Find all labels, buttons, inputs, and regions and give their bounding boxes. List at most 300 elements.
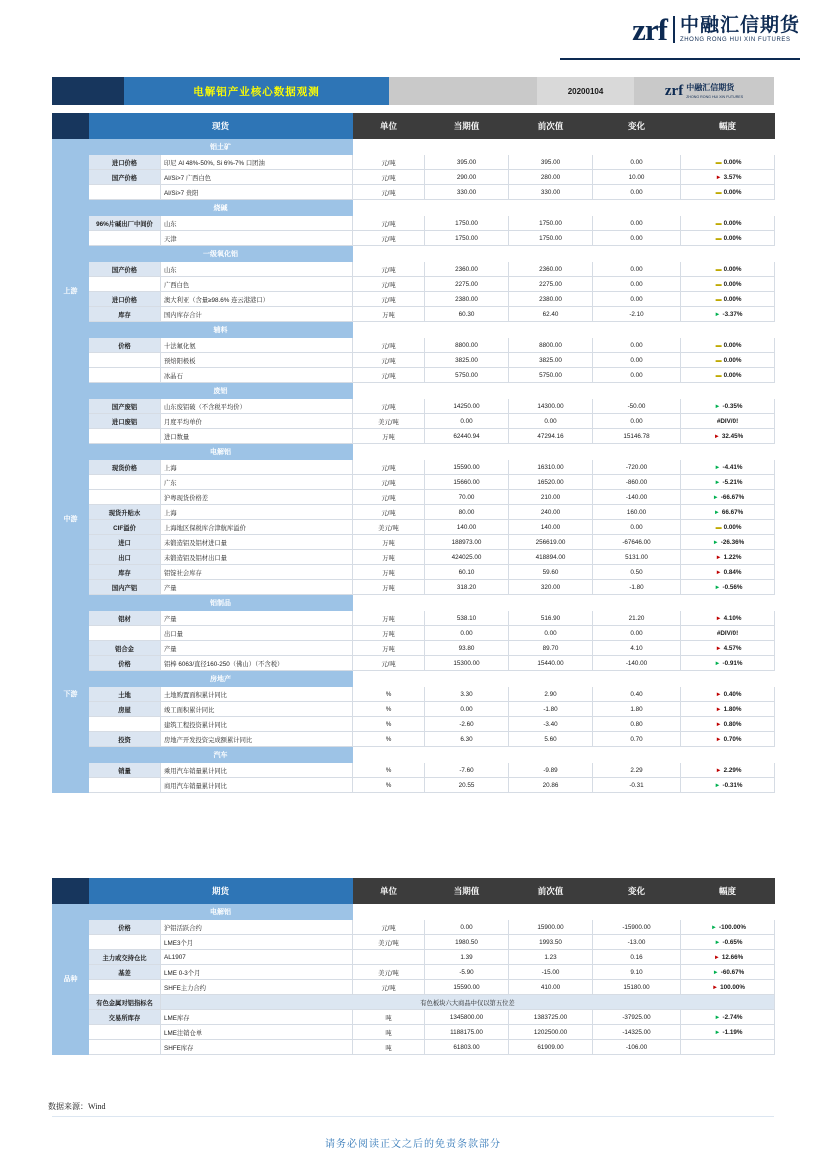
- row-unit: 元/吨: [353, 920, 425, 935]
- row-current-value: 15590.00: [425, 460, 509, 475]
- data-source: 数据来源：Wind: [48, 1102, 106, 1111]
- row-amplitude: ► -0.35%: [681, 399, 775, 414]
- section-title: 辅料: [89, 322, 353, 338]
- row-change-value: 10.00: [593, 170, 681, 185]
- row-current-value: 318.20: [425, 580, 509, 595]
- row-description: 产量: [161, 641, 353, 656]
- row-unit: 万吨: [353, 580, 425, 595]
- title-bar-dark-block: [52, 77, 124, 105]
- arrow-down-icon: ►: [712, 969, 719, 976]
- arrow-down-icon: ►: [714, 403, 721, 410]
- row-category: 国产价格: [89, 170, 161, 185]
- row-current-value: 188973.00: [425, 535, 509, 550]
- row-description: 乘用汽车销量累计同比: [161, 763, 353, 778]
- arrow-up-icon: ►: [715, 706, 722, 713]
- row-previous-value: 2360.00: [509, 262, 593, 277]
- row-unit: 元/吨: [353, 656, 425, 671]
- row-category: 有色金属对铝指标名: [89, 995, 161, 1010]
- row-previous-value: 5.60: [509, 732, 593, 747]
- table-header-row: [53, 114, 775, 139]
- row-unit: 元/吨: [353, 460, 425, 475]
- row-description: 铝锭社会库存: [161, 565, 353, 580]
- row-previous-value: 8800.00: [509, 338, 593, 353]
- row-current-value: 0.00: [425, 626, 509, 641]
- row-description: LME 0-3个月: [161, 965, 353, 980]
- row-change-value: 0.00: [593, 292, 681, 307]
- row-unit: 元/吨: [353, 231, 425, 246]
- table-row: [53, 277, 775, 292]
- row-current-value: -2.60: [425, 717, 509, 732]
- row-category: 现货价格: [89, 460, 161, 475]
- section-divider-row: [53, 139, 775, 155]
- row-amplitude: #DIV/0!: [681, 626, 775, 641]
- row-category: 国内产铝: [89, 580, 161, 595]
- row-unit: 万吨: [353, 429, 425, 444]
- arrow-up-icon: ►: [712, 984, 719, 991]
- row-category: [89, 475, 161, 490]
- row-description: 商用汽车销量累计同比: [161, 778, 353, 793]
- row-change-value: 9.10: [593, 965, 681, 980]
- row-change-value: -67646.00: [593, 535, 681, 550]
- row-unit: 元/吨: [353, 338, 425, 353]
- arrow-flat-icon: ▬: [715, 342, 722, 349]
- arrow-up-icon: ►: [715, 691, 722, 698]
- badge-name: 中融汇信期货: [686, 83, 735, 92]
- badge-mark: zrf: [664, 82, 684, 99]
- table-row: [53, 965, 775, 980]
- row-amplitude: ► 3.57%: [681, 170, 775, 185]
- table-row: [53, 702, 775, 717]
- row-change-value: 0.00: [593, 155, 681, 170]
- row-amplitude: [681, 1040, 775, 1055]
- header-change: 变化: [593, 114, 681, 139]
- row-amplitude: ► -1.19%: [681, 1025, 775, 1040]
- table-row: [53, 1010, 775, 1025]
- table-row: [53, 1040, 775, 1055]
- futures-data-table: [52, 878, 775, 1055]
- side-label-downstream: 下游: [53, 595, 89, 793]
- row-change-value: 0.00: [593, 262, 681, 277]
- section-divider-row: [53, 904, 775, 920]
- row-change-value: 0.00: [593, 231, 681, 246]
- table-row: [53, 155, 775, 170]
- row-category: [89, 185, 161, 200]
- row-current-value: 0.00: [425, 702, 509, 717]
- row-change-value: 0.40: [593, 687, 681, 702]
- row-category: 96%片碱出厂中间价: [89, 216, 161, 231]
- row-category: 库存: [89, 307, 161, 322]
- arrow-down-icon: ►: [714, 1029, 721, 1036]
- row-amplitude: ▬ 0.00%: [681, 185, 775, 200]
- row-description: 上海: [161, 460, 353, 475]
- row-category: 交易所库存: [89, 1010, 161, 1025]
- row-category: 主力或交持仓比: [89, 950, 161, 965]
- header-unit: 单位: [353, 879, 425, 904]
- row-unit: 万吨: [353, 550, 425, 565]
- row-amplitude: ► -0.56%: [681, 580, 775, 595]
- row-change-value: 0.00: [593, 185, 681, 200]
- row-unit: 元/吨: [353, 353, 425, 368]
- row-category: [89, 1040, 161, 1055]
- row-description: 进口数量: [161, 429, 353, 444]
- row-change-value: 0.70: [593, 732, 681, 747]
- row-previous-value: 3825.00: [509, 353, 593, 368]
- table-row: [53, 460, 775, 475]
- table-header-row: [53, 879, 775, 904]
- title-bar-badge: [634, 77, 774, 105]
- row-unit: 元/吨: [353, 399, 425, 414]
- row-current-value: 3.30: [425, 687, 509, 702]
- table-row: [53, 641, 775, 656]
- row-unit: 吨: [353, 1040, 425, 1055]
- row-category: 价格: [89, 656, 161, 671]
- row-amplitude: ► 32.45%: [681, 429, 775, 444]
- row-current-value: 1345800.00: [425, 1010, 509, 1025]
- row-description: 竣工面积累计同比: [161, 702, 353, 717]
- table-row: [53, 231, 775, 246]
- row-unit: 万吨: [353, 611, 425, 626]
- row-category: 国产价格: [89, 262, 161, 277]
- row-description: 山东废铝破（不含税平均价）: [161, 399, 353, 414]
- arrow-down-icon: ►: [714, 584, 721, 591]
- row-unit: %: [353, 717, 425, 732]
- section-divider-row: [53, 671, 775, 687]
- row-category: 价格: [89, 920, 161, 935]
- row-previous-value: -15.00: [509, 965, 593, 980]
- row-change-value: -1.80: [593, 580, 681, 595]
- row-current-value: 330.00: [425, 185, 509, 200]
- row-amplitude: ► -4.41%: [681, 460, 775, 475]
- table-row: [53, 170, 775, 185]
- row-previous-value: 2380.00: [509, 292, 593, 307]
- row-current-value: 2360.00: [425, 262, 509, 277]
- section-title: 一级氧化铝: [89, 246, 353, 262]
- row-category: 现货升贴水: [89, 505, 161, 520]
- row-description: 十法氟化氨: [161, 338, 353, 353]
- row-unit: 元/吨: [353, 216, 425, 231]
- row-category: 铝合金: [89, 641, 161, 656]
- row-amplitude: ► 1.80%: [681, 702, 775, 717]
- row-description: 沪铝活跃合约: [161, 920, 353, 935]
- row-current-value: 61803.00: [425, 1040, 509, 1055]
- company-logo: [632, 14, 800, 45]
- table-row: [53, 414, 775, 429]
- row-change-value: -37925.00: [593, 1010, 681, 1025]
- logo-company-name: 中融汇信期货: [679, 15, 800, 36]
- row-amplitude: ► 4.10%: [681, 611, 775, 626]
- row-amplitude: ► -3.37%: [681, 307, 775, 322]
- page-footer: [0, 1116, 826, 1150]
- row-unit: 元/吨: [353, 490, 425, 505]
- footer-divider: [52, 1116, 774, 1117]
- row-change-value: -50.00: [593, 399, 681, 414]
- row-previous-value: -1.80: [509, 702, 593, 717]
- section-title: 铝土矿: [89, 139, 353, 155]
- row-description: 广东: [161, 475, 353, 490]
- row-current-value: 70.00: [425, 490, 509, 505]
- row-previous-value: 47294.16: [509, 429, 593, 444]
- row-change-value: 0.16: [593, 950, 681, 965]
- row-amplitude: ► -26.36%: [681, 535, 775, 550]
- header-section-title: 现货: [89, 114, 353, 139]
- report-title-bar: [52, 77, 774, 105]
- row-category: [89, 231, 161, 246]
- row-previous-value: 410.00: [509, 980, 593, 995]
- row-category: 价格: [89, 338, 161, 353]
- row-unit: 吨: [353, 1010, 425, 1025]
- report-date: 20200104: [537, 77, 634, 105]
- row-current-value: 1750.00: [425, 216, 509, 231]
- row-change-value: 160.00: [593, 505, 681, 520]
- row-amplitude: #DIV/0!: [681, 414, 775, 429]
- table-row: [53, 353, 775, 368]
- row-amplitude: ► 0.80%: [681, 717, 775, 732]
- row-current-value: 395.00: [425, 155, 509, 170]
- row-change-value: 0.00: [593, 414, 681, 429]
- row-amplitude: ► 0.40%: [681, 687, 775, 702]
- row-current-value: 140.00: [425, 520, 509, 535]
- row-current-value: 60.10: [425, 565, 509, 580]
- row-unit: 元/吨: [353, 505, 425, 520]
- row-amplitude: ▬ 0.00%: [681, 368, 775, 383]
- row-description: 山东: [161, 262, 353, 277]
- row-change-value: 0.00: [593, 277, 681, 292]
- row-change-value: -14325.00: [593, 1025, 681, 1040]
- row-change-value: 5131.00: [593, 550, 681, 565]
- row-amplitude: ▬ 0.00%: [681, 277, 775, 292]
- row-category: 进口: [89, 535, 161, 550]
- row-category: 进口价格: [89, 292, 161, 307]
- section-divider-row: [53, 444, 775, 460]
- row-unit: 元/吨: [353, 277, 425, 292]
- row-current-value: 1188175.00: [425, 1025, 509, 1040]
- row-previous-value: 1383725.00: [509, 1010, 593, 1025]
- row-previous-value: 20.86: [509, 778, 593, 793]
- table-row: [53, 995, 775, 1010]
- row-amplitude: ▬ 0.00%: [681, 520, 775, 535]
- row-unit: 万吨: [353, 626, 425, 641]
- row-unit: %: [353, 763, 425, 778]
- arrow-down-icon: ►: [714, 1014, 721, 1021]
- row-previous-value: 0.00: [509, 414, 593, 429]
- header-previous: 前次值: [509, 879, 593, 904]
- row-unit: 吨: [353, 1025, 425, 1040]
- row-current-value: 2275.00: [425, 277, 509, 292]
- row-unit: 元/吨: [353, 170, 425, 185]
- table-row: [53, 338, 775, 353]
- row-previous-value: 330.00: [509, 185, 593, 200]
- row-previous-value: 0.00: [509, 626, 593, 641]
- row-description: 产量: [161, 611, 353, 626]
- row-change-value: -720.00: [593, 460, 681, 475]
- row-amplitude: ► -66.67%: [681, 490, 775, 505]
- row-category: 销量: [89, 763, 161, 778]
- arrow-down-icon: ►: [714, 939, 721, 946]
- table-row: [53, 935, 775, 950]
- row-unit: 元/吨: [353, 292, 425, 307]
- row-amplitude: ► -0.31%: [681, 778, 775, 793]
- table-row: [53, 565, 775, 580]
- row-current-value: 15300.00: [425, 656, 509, 671]
- section-divider-row: [53, 747, 775, 763]
- arrow-up-icon: ►: [715, 736, 722, 743]
- row-previous-value: 5750.00: [509, 368, 593, 383]
- row-description: SHFE主力合约: [161, 980, 353, 995]
- table-row: [53, 778, 775, 793]
- arrow-flat-icon: ▬: [715, 220, 722, 227]
- row-previous-value: 418894.00: [509, 550, 593, 565]
- row-category: 铝材: [89, 611, 161, 626]
- row-current-value: 15660.00: [425, 475, 509, 490]
- row-description: 未锻造铝及铝材出口量: [161, 550, 353, 565]
- row-current-value: 1.39: [425, 950, 509, 965]
- row-previous-value: 14300.00: [509, 399, 593, 414]
- arrow-up-icon: ►: [713, 954, 720, 961]
- row-current-value: 5750.00: [425, 368, 509, 383]
- row-previous-value: 89.70: [509, 641, 593, 656]
- row-description: AL1907: [161, 950, 353, 965]
- row-current-value: 80.00: [425, 505, 509, 520]
- row-amplitude: ▬ 0.00%: [681, 353, 775, 368]
- row-description: Al/Si>7 贵阳: [161, 185, 353, 200]
- arrow-down-icon: ►: [712, 494, 719, 501]
- row-description: 上海地区保税库合津航库溢价: [161, 520, 353, 535]
- row-amplitude: ▬ 0.00%: [681, 338, 775, 353]
- row-amplitude: ► 12.66%: [681, 950, 775, 965]
- row-unit: 美元/吨: [353, 520, 425, 535]
- table-row: [53, 307, 775, 322]
- row-change-value: 15180.00: [593, 980, 681, 995]
- arrow-down-icon: ►: [714, 464, 721, 471]
- row-change-value: 0.50: [593, 565, 681, 580]
- row-category: [89, 277, 161, 292]
- table-row: [53, 656, 775, 671]
- row-current-value: 290.00: [425, 170, 509, 185]
- row-current-value: 15590.00: [425, 980, 509, 995]
- row-previous-value: 210.00: [509, 490, 593, 505]
- row-amplitude: ► -0.91%: [681, 656, 775, 671]
- header-change: 变化: [593, 879, 681, 904]
- row-description: 沪粤现货价格差: [161, 490, 353, 505]
- arrow-down-icon: ►: [714, 660, 721, 667]
- section-title: 烧碱: [89, 200, 353, 216]
- row-change-value: 2.29: [593, 763, 681, 778]
- row-change-value: 0.00: [593, 520, 681, 535]
- arrow-flat-icon: ▬: [715, 189, 722, 196]
- row-change-value: -0.31: [593, 778, 681, 793]
- row-amplitude: ▬ 0.00%: [681, 292, 775, 307]
- table-row: [53, 490, 775, 505]
- section-title: 电解铝: [89, 444, 353, 460]
- row-description: 建筑工程投资累计同比: [161, 717, 353, 732]
- row-category: 库存: [89, 565, 161, 580]
- row-amplitude: ► -60.67%: [681, 965, 775, 980]
- arrow-up-icon: ►: [715, 554, 722, 561]
- arrow-flat-icon: ▬: [715, 357, 722, 364]
- row-unit: 元/吨: [353, 262, 425, 277]
- row-unit: 万吨: [353, 565, 425, 580]
- header-amplitude: 幅度: [681, 879, 775, 904]
- row-category: 国产废铝: [89, 399, 161, 414]
- row-current-value: 0.00: [425, 414, 509, 429]
- footer-disclaimer: 请务必阅读正文之后的免责条款部分: [325, 1139, 501, 1150]
- row-previous-value: 15440.00: [509, 656, 593, 671]
- row-unit: 美元/吨: [353, 965, 425, 980]
- table-row: [53, 505, 775, 520]
- row-unit: [353, 950, 425, 965]
- table-row: [53, 580, 775, 595]
- row-amplitude: ► 66.67%: [681, 505, 775, 520]
- row-change-value: -2.10: [593, 307, 681, 322]
- row-previous-value: 140.00: [509, 520, 593, 535]
- row-current-value: 3825.00: [425, 353, 509, 368]
- row-unit: %: [353, 702, 425, 717]
- row-category: 进口废铝: [89, 414, 161, 429]
- arrow-up-icon: ►: [715, 174, 722, 181]
- row-previous-value: 280.00: [509, 170, 593, 185]
- row-previous-value: 1202500.00: [509, 1025, 593, 1040]
- row-current-value: 0.00: [425, 920, 509, 935]
- row-unit: 万吨: [353, 641, 425, 656]
- row-category: [89, 1025, 161, 1040]
- arrow-up-icon: ►: [715, 615, 722, 622]
- section-title: 房地产: [89, 671, 353, 687]
- row-description: 房地产开发投资完成额累计同比: [161, 732, 353, 747]
- table-row: [53, 185, 775, 200]
- row-previous-value: 62.40: [509, 307, 593, 322]
- row-current-value: 1750.00: [425, 231, 509, 246]
- row-current-value: -7.60: [425, 763, 509, 778]
- header-unit: 单位: [353, 114, 425, 139]
- row-previous-value: 1993.50: [509, 935, 593, 950]
- table-row: [53, 980, 775, 995]
- table-row: [53, 626, 775, 641]
- side-label-midstream: 中游: [53, 444, 89, 595]
- table-row: [53, 550, 775, 565]
- row-description: 印尼 Al 48%-50%, Si 6%-7% 口团油: [161, 155, 353, 170]
- row-unit: 万吨: [353, 307, 425, 322]
- row-current-value: 1980.50: [425, 935, 509, 950]
- section-divider-row: [53, 383, 775, 399]
- row-previous-value: 15900.00: [509, 920, 593, 935]
- row-current-value: -5.90: [425, 965, 509, 980]
- row-description: 未锻造铝及铝材进口量: [161, 535, 353, 550]
- row-category: [89, 980, 161, 995]
- row-unit: %: [353, 778, 425, 793]
- row-description: 国内库存合计: [161, 307, 353, 322]
- row-description: 山东: [161, 216, 353, 231]
- row-previous-value: 59.60: [509, 565, 593, 580]
- row-unit: 万吨: [353, 535, 425, 550]
- row-change-value: 0.00: [593, 338, 681, 353]
- arrow-up-icon: ►: [715, 569, 722, 576]
- row-current-value: 93.80: [425, 641, 509, 656]
- row-change-value: -140.00: [593, 656, 681, 671]
- header-previous: 前次值: [509, 114, 593, 139]
- arrow-flat-icon: ▬: [715, 372, 722, 379]
- row-category: 房屋: [89, 702, 161, 717]
- row-amplitude: ▬ 0.00%: [681, 155, 775, 170]
- row-current-value: 8800.00: [425, 338, 509, 353]
- row-unit: 元/吨: [353, 185, 425, 200]
- row-category: 基差: [89, 965, 161, 980]
- row-previous-value: 395.00: [509, 155, 593, 170]
- header-current: 当期值: [425, 879, 509, 904]
- arrow-up-icon: ►: [715, 721, 722, 728]
- arrow-down-icon: ►: [714, 782, 721, 789]
- section-title: 汽车: [89, 747, 353, 763]
- row-category: [89, 778, 161, 793]
